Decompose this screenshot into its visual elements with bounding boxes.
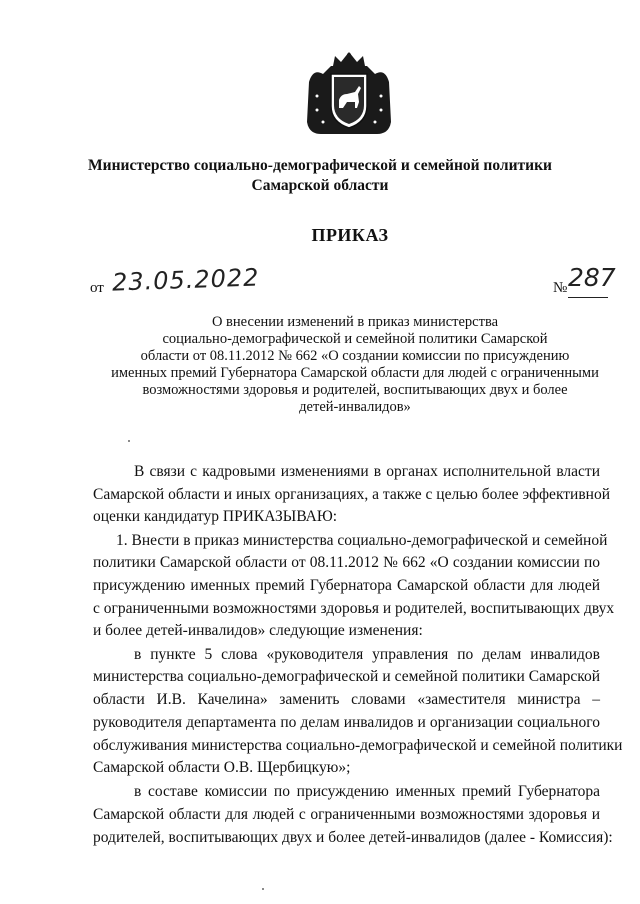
body-line: Самарской области для людей с ограниченными возможностями здоровья и bbox=[93, 806, 600, 823]
subject-line: социально-демографической и семейной политики Самарской bbox=[162, 331, 548, 347]
ministry-name-line2: Самарской области bbox=[251, 177, 389, 194]
subject-line: О внесении изменений в приказ министерства bbox=[211, 314, 499, 330]
body-line: Самарской области О.В. Щербицкую»; bbox=[93, 759, 351, 776]
scan-speck bbox=[262, 888, 264, 890]
date-prefix: от bbox=[90, 280, 104, 296]
body-line: руководителя департамента по делам инвалидов и организации социального bbox=[93, 714, 600, 731]
body-line: в пункте 5 слова «руководителя управления по делам инвалидов bbox=[134, 646, 600, 663]
body-line: обслуживания министерства социально-демографической и семейной политики bbox=[93, 737, 623, 754]
number-prefix: № bbox=[553, 280, 568, 296]
samara-coat-of-arms-icon bbox=[303, 52, 395, 138]
subject-line: именных премий Губернатора Самарской области для людей с ограниченными bbox=[111, 365, 599, 381]
body-line: оценки кандидатур ПРИКАЗЫВАЮ: bbox=[93, 508, 338, 525]
order-title: ПРИКАЗ bbox=[311, 225, 389, 245]
body-line: присуждению именных премий Губернатора Самарской области для людей bbox=[93, 577, 600, 594]
body-line: Самарской области и иных организациях, а также с целью более эффективной bbox=[93, 486, 610, 503]
body-line: в составе комиссии по присуждению именных премий Губернатора bbox=[134, 783, 600, 800]
subject-line: детей-инвалидов» bbox=[299, 399, 411, 415]
scan-speck bbox=[128, 440, 130, 442]
body-line: области И.В. Качелина» заменить словами «заместителя министра – bbox=[93, 691, 600, 708]
order-number: 287 bbox=[568, 263, 616, 292]
body-line: политики Самарской области от 08.11.2012 № 662 «О создании комиссии по bbox=[93, 554, 600, 571]
subject-line: области от 08.11.2012 № 662 «О создании комиссии по присуждению bbox=[140, 348, 570, 364]
subject-line: возможностями здоровья и родителей, воспитывающих двух и более bbox=[142, 382, 568, 398]
body-line: родителей, воспитывающих двух и более детей-инвалидов (далее - Комиссия): bbox=[93, 829, 613, 846]
body-line: 1. Внести в приказ министерства социально-демографической и семейной bbox=[116, 532, 608, 549]
body-line: министерства социально-демографической и семейной политики Самарской bbox=[93, 668, 600, 685]
number-underline bbox=[568, 297, 608, 298]
body-line: и более детей-инвалидов» следующие изменения: bbox=[93, 622, 423, 639]
order-date: 23.05.2022 bbox=[111, 263, 260, 297]
body-line: с ограниченными возможностями здоровья и родителей, воспитывающих двух bbox=[93, 600, 615, 617]
ministry-name-line1: Министерство социально-демографической и семейной политики bbox=[88, 157, 552, 174]
body-line: В связи с кадровыми изменениями в органах исполнительной власти bbox=[134, 463, 600, 480]
